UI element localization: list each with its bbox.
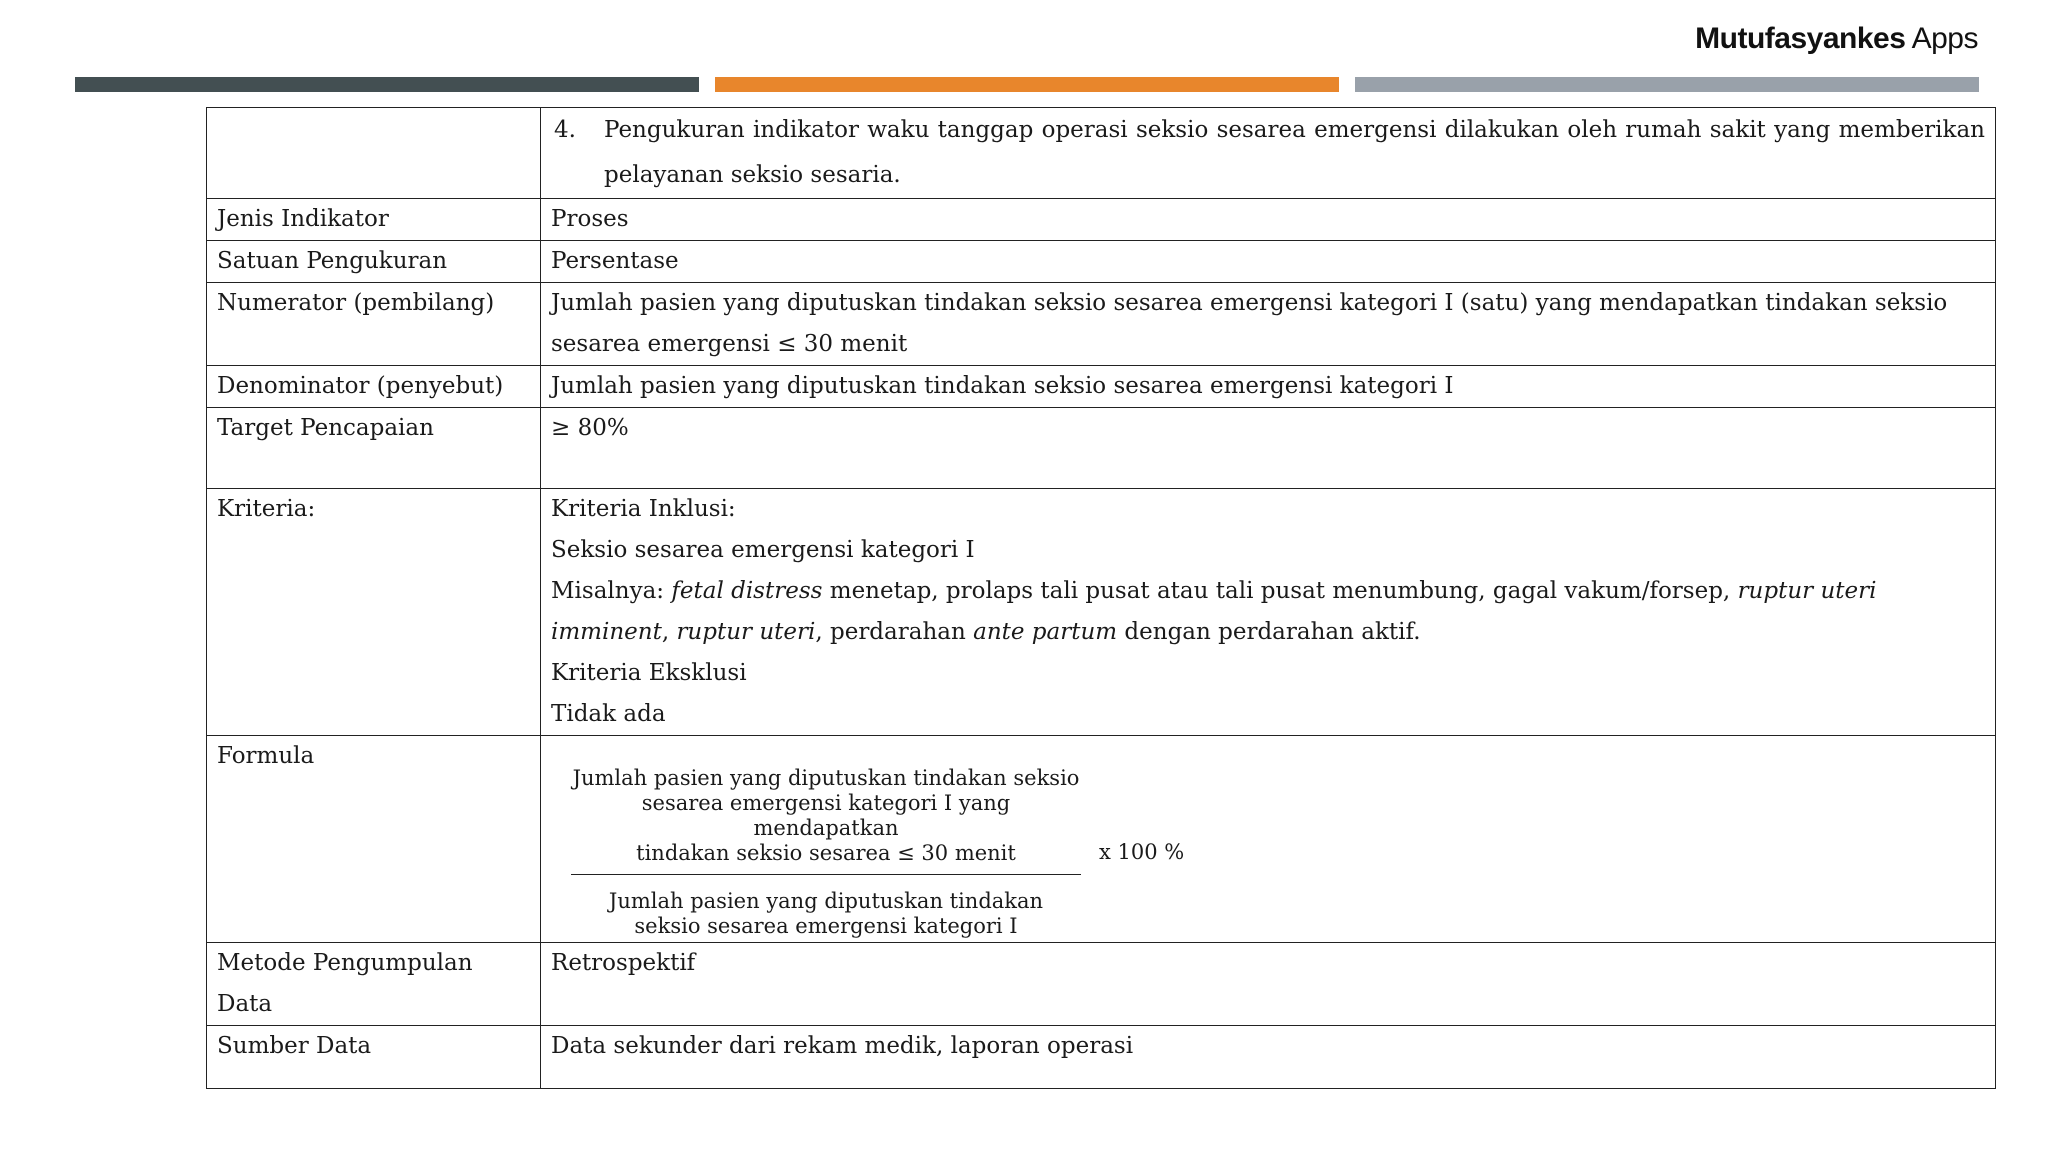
table-row xyxy=(207,736,1996,943)
brand-rest: Apps xyxy=(1911,22,1978,55)
label-line: Data xyxy=(217,991,273,1017)
row-value-denominator: Jumlah pasien yang diputuskan tindakan seksio sesarea emergensi kategori I xyxy=(541,366,1996,408)
formula xyxy=(571,766,1184,939)
inklusi-examples xyxy=(551,571,1985,653)
formula-numerator-line: sesarea emergensi kategori I yang mendapatkan xyxy=(641,791,1011,840)
formula-denominator xyxy=(579,889,1073,939)
table-row xyxy=(207,943,1996,1026)
row-value-target: ≥ 80% xyxy=(541,408,1996,489)
row-value-formula xyxy=(541,736,1996,943)
table-cell-empty xyxy=(207,108,541,199)
table-row xyxy=(207,241,1996,283)
table-row xyxy=(207,408,1996,489)
table-row xyxy=(207,366,1996,408)
row-label-metode xyxy=(207,943,541,1026)
header-bar-gray xyxy=(1355,77,1979,92)
brand-bold: Mutufasyankes xyxy=(1695,22,1906,55)
formula-denominator-line: Jumlah pasien yang diputuskan tindakan xyxy=(608,889,1044,913)
text-span: , xyxy=(661,619,677,645)
inklusi-title: Kriteria Inklusi: xyxy=(551,496,736,522)
table-row xyxy=(207,199,1996,241)
eksklusi-title: Kriteria Eksklusi xyxy=(551,660,747,686)
row-label-target: Target Pencapaian xyxy=(207,408,541,489)
italic-term: ruptur uteri xyxy=(676,619,816,645)
table-row xyxy=(207,489,1996,736)
row-value-kriteria xyxy=(541,489,1996,736)
row-label-denominator: Denominator (penyebut) xyxy=(207,366,541,408)
table-cell xyxy=(541,108,1996,199)
text-span: menetap, prolaps tali pusat atau tali pusat menumbung, gagal vakum/forsep, xyxy=(822,578,1738,604)
text-span: dengan perdarahan aktif. xyxy=(1117,619,1421,645)
formula-numerator-line: tindakan seksio sesarea ≤ 30 menit xyxy=(636,841,1016,865)
italic-term: ante partum xyxy=(973,619,1118,645)
label-line: Metode Pengumpulan xyxy=(217,950,473,976)
header-bar-dark xyxy=(75,77,699,92)
italic-term: fetal distress xyxy=(671,578,823,604)
formula-numerator xyxy=(571,766,1081,866)
row-value-sumber: Data sekunder dari rekam medik, laporan operasi xyxy=(541,1026,1996,1089)
formula-numerator-line: Jumlah pasien yang diputuskan tindakan seksio xyxy=(572,766,1080,790)
row-label-sumber: Sumber Data xyxy=(207,1026,541,1089)
table-row xyxy=(207,1026,1996,1089)
text-span: Misalnya: xyxy=(551,578,672,604)
row-value-metode: Retrospektif xyxy=(541,943,1996,1026)
item-number: 4. xyxy=(554,117,576,143)
table-row xyxy=(207,283,1996,366)
italic-term: ruptur uteri imminent xyxy=(551,578,1877,645)
formula-multiplier: x 100 % xyxy=(1099,840,1185,864)
text-span: , perdarahan xyxy=(815,619,974,645)
app-brand xyxy=(1695,22,1978,56)
formula-fraction xyxy=(571,766,1081,939)
row-value-jenis: Proses xyxy=(541,199,1996,241)
inklusi-item: Seksio sesarea emergensi kategori I xyxy=(551,537,975,563)
row-label-satuan: Satuan Pengukuran xyxy=(207,241,541,283)
indicator-profile-table xyxy=(206,107,1996,1089)
numbered-item xyxy=(551,108,1985,198)
row-label-numerator: Numerator (pembilang) xyxy=(207,283,541,366)
header-bar-orange xyxy=(715,77,1339,92)
row-label-kriteria: Kriteria: xyxy=(207,489,541,736)
table-row xyxy=(207,108,1996,199)
row-label-formula: Formula xyxy=(207,736,541,943)
eksklusi-item: Tidak ada xyxy=(551,701,666,727)
row-value-numerator: Jumlah pasien yang diputuskan tindakan seksio sesarea emergensi kategori I (satu) yang mendapatkan tindakan seksio sesarea emergensi ≤ 30 menit xyxy=(541,283,1996,366)
row-value-satuan: Persentase xyxy=(541,241,1996,283)
item-text: Pengukuran indikator waku tanggap operasi seksio sesarea emergensi dilakukan oleh rumah sakit yang memberikan pelayanan seksio sesaria. xyxy=(604,117,1985,188)
formula-denominator-line: seksio sesarea emergensi kategori I xyxy=(634,914,1018,938)
row-label-jenis: Jenis Indikator xyxy=(207,199,541,241)
fraction-bar xyxy=(571,874,1081,875)
